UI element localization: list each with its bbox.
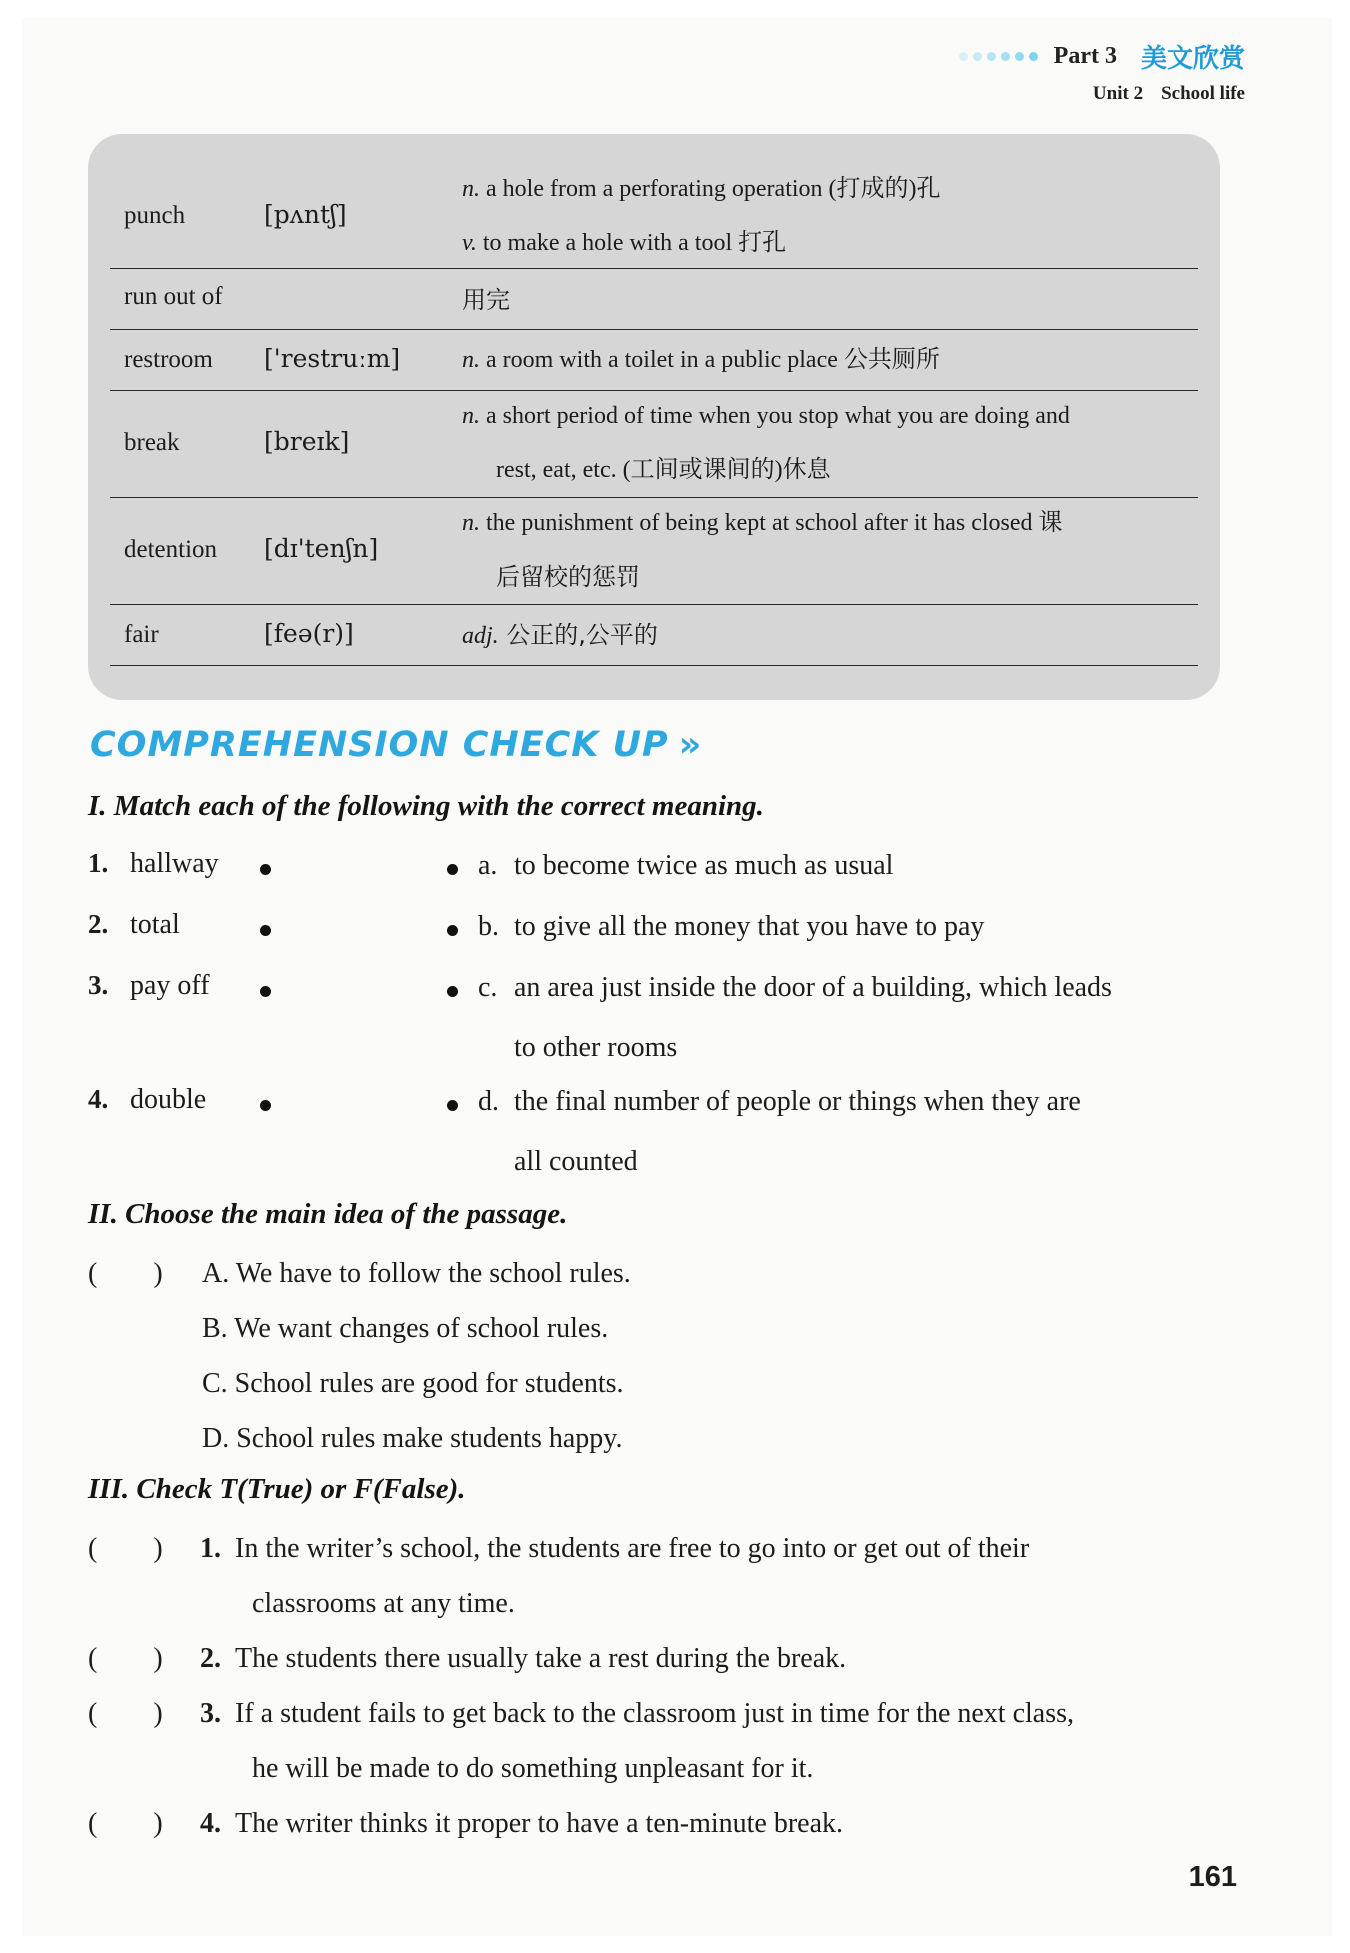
header-part: Part 3	[1053, 43, 1117, 69]
vocab-def-text: to make a hole with a tool 打孔	[476, 230, 787, 256]
match-def-letter: c.	[478, 972, 498, 1003]
tf-number: 2.	[200, 1643, 221, 1674]
vocab-phonetic: ['restruːm]	[264, 344, 401, 373]
match-def-text: to become twice as much as usual	[514, 850, 894, 881]
section-2-title: II. Choose the main idea of the passage.	[88, 1198, 568, 1230]
match-item-number: 4.	[88, 1084, 109, 1114]
match-dot-left[interactable]	[260, 1100, 271, 1111]
section-1-title: I. Match each of the following with the correct meaning.	[88, 790, 764, 822]
match-def-letter: a.	[478, 850, 498, 881]
header-part-line	[959, 38, 1245, 75]
vocab-row	[110, 498, 1198, 605]
vocab-word: detention	[124, 536, 218, 563]
vocab-word: break	[124, 429, 180, 456]
match-dot-right[interactable]	[447, 1100, 458, 1111]
match-dot-left[interactable]	[260, 864, 271, 875]
match-def-letter: d.	[478, 1086, 499, 1117]
choice-option: C. School rules are good for students.	[202, 1368, 624, 1399]
vocab-def-text: 后留校的惩罚	[496, 563, 640, 591]
vocab-pos: n.	[462, 176, 480, 202]
match-dot-right[interactable]	[447, 986, 458, 997]
vocab-def-text: a hole from a perforating operation (打成的)孔	[480, 176, 941, 202]
vocab-row	[110, 391, 1198, 498]
match-definition	[478, 836, 1240, 896]
chevron-right-icon: »	[678, 725, 703, 765]
answer-blank[interactable]: ( )	[88, 1808, 163, 1839]
vocab-phonetic: [feə(r)]	[264, 619, 354, 648]
answer-blank[interactable]: ( )	[88, 1258, 163, 1289]
vocab-pos: n.	[462, 403, 480, 429]
page-header	[959, 38, 1245, 105]
match-dot-left[interactable]	[260, 986, 271, 997]
tf-item	[200, 1521, 1242, 1631]
tf-item	[200, 1631, 1242, 1686]
tf-cont: he will be made to do something unpleasant for it.	[252, 1753, 814, 1784]
choice-option: D. School rules make students happy.	[202, 1423, 623, 1454]
vocab-pos: adj.	[462, 623, 499, 649]
tf-item	[200, 1686, 1242, 1796]
match-item-word: pay off	[130, 970, 210, 1001]
answer-blank[interactable]: ( )	[88, 1533, 163, 1564]
vocab-row	[110, 330, 1198, 391]
tf-number: 3.	[200, 1698, 221, 1729]
vocab-word: restroom	[124, 346, 213, 373]
match-item-number: 1.	[88, 848, 109, 878]
tf-cont: classrooms at any time.	[252, 1588, 515, 1619]
match-def-text: to give all the money that you have to pay	[514, 911, 985, 942]
vocab-definition	[462, 496, 1188, 604]
header-unit-line	[959, 83, 1245, 105]
match-dot-right[interactable]	[447, 864, 458, 875]
vocab-definition	[462, 389, 1188, 497]
match-definition	[478, 897, 1240, 957]
vocab-def-text: rest, eat, etc. (工间或课间的)休息	[496, 457, 831, 483]
match-dot-right[interactable]	[447, 925, 458, 936]
match-item-word: double	[130, 1084, 207, 1115]
vocab-word: run out of	[124, 283, 223, 310]
vocab-def-text: the punishment of being kept at school after it has closed 课	[480, 510, 1063, 536]
vocab-phonetic: [breɪk]	[264, 427, 350, 456]
tf-number: 1.	[200, 1533, 221, 1564]
answer-blank[interactable]: ( )	[88, 1643, 163, 1674]
vocab-definition	[462, 273, 1188, 328]
decorative-dots-icon	[959, 52, 1038, 61]
match-definition	[478, 958, 1240, 1078]
match-def-text: the final number of people or things when they are	[514, 1086, 1081, 1117]
vocab-def-text: 用完	[462, 286, 510, 314]
header-unit-title: School life	[1161, 83, 1245, 104]
tf-text: If a student fails to get back to the classroom just in time for the next class,	[235, 1698, 1075, 1729]
vocab-row	[110, 605, 1198, 666]
match-item-word: hallway	[130, 848, 219, 879]
tf-number: 4.	[200, 1808, 221, 1839]
match-item-number: 3.	[88, 970, 109, 1000]
vocab-word: fair	[124, 621, 159, 648]
choice-option: A. We have to follow the school rules.	[202, 1258, 631, 1289]
vocab-row	[110, 134, 1198, 269]
vocab-definition	[462, 333, 1188, 387]
vocab-def-text: 公正的,公平的	[498, 621, 658, 649]
comprehension-heading	[90, 725, 702, 765]
vocabulary-table	[88, 134, 1220, 700]
match-def-text: an area just inside the door of a building, which leads	[514, 972, 1112, 1003]
vocab-pos: n.	[462, 510, 480, 536]
vocab-row	[110, 269, 1198, 330]
page-number: 161	[1188, 1861, 1237, 1893]
answer-blank[interactable]: ( )	[88, 1698, 163, 1729]
tf-text: The writer thinks it proper to have a ten-minute break.	[235, 1808, 844, 1839]
match-def-cont: all counted	[514, 1146, 638, 1177]
match-def-letter: b.	[478, 911, 499, 942]
vocab-word: punch	[124, 202, 186, 229]
vocab-definition	[462, 162, 1188, 270]
match-item-word: total	[130, 909, 180, 940]
tf-text: In the writer’s school, the students are free to go into or get out of their	[235, 1533, 1030, 1564]
vocab-phonetic: [pʌntʃ]	[264, 200, 347, 229]
tf-item	[200, 1796, 1242, 1851]
header-part-cn: 美文欣赏	[1140, 44, 1245, 74]
match-item-number: 2.	[88, 909, 109, 939]
vocab-definition	[462, 608, 1188, 663]
vocab-pos: v.	[462, 230, 477, 256]
vocab-def-text: a room with a toilet in a public place 公共厕所	[480, 347, 940, 373]
match-dot-left[interactable]	[260, 925, 271, 936]
match-def-cont: to other rooms	[514, 1032, 678, 1063]
match-definition	[478, 1072, 1240, 1192]
vocab-def-text: a short period of time when you stop what you are doing and	[480, 403, 1070, 429]
vocab-pos: n.	[462, 347, 480, 373]
comprehension-heading-text: COMPREHENSION CHECK UP	[90, 725, 669, 765]
tf-text: The students there usually take a rest during the break.	[235, 1643, 847, 1674]
header-unit: Unit 2	[1092, 83, 1144, 104]
vocab-phonetic: [dɪ'tenʃn]	[264, 534, 379, 563]
section-3-title: III. Check T(True) or F(False).	[88, 1473, 466, 1505]
choice-option: B. We want changes of school rules.	[202, 1313, 609, 1344]
